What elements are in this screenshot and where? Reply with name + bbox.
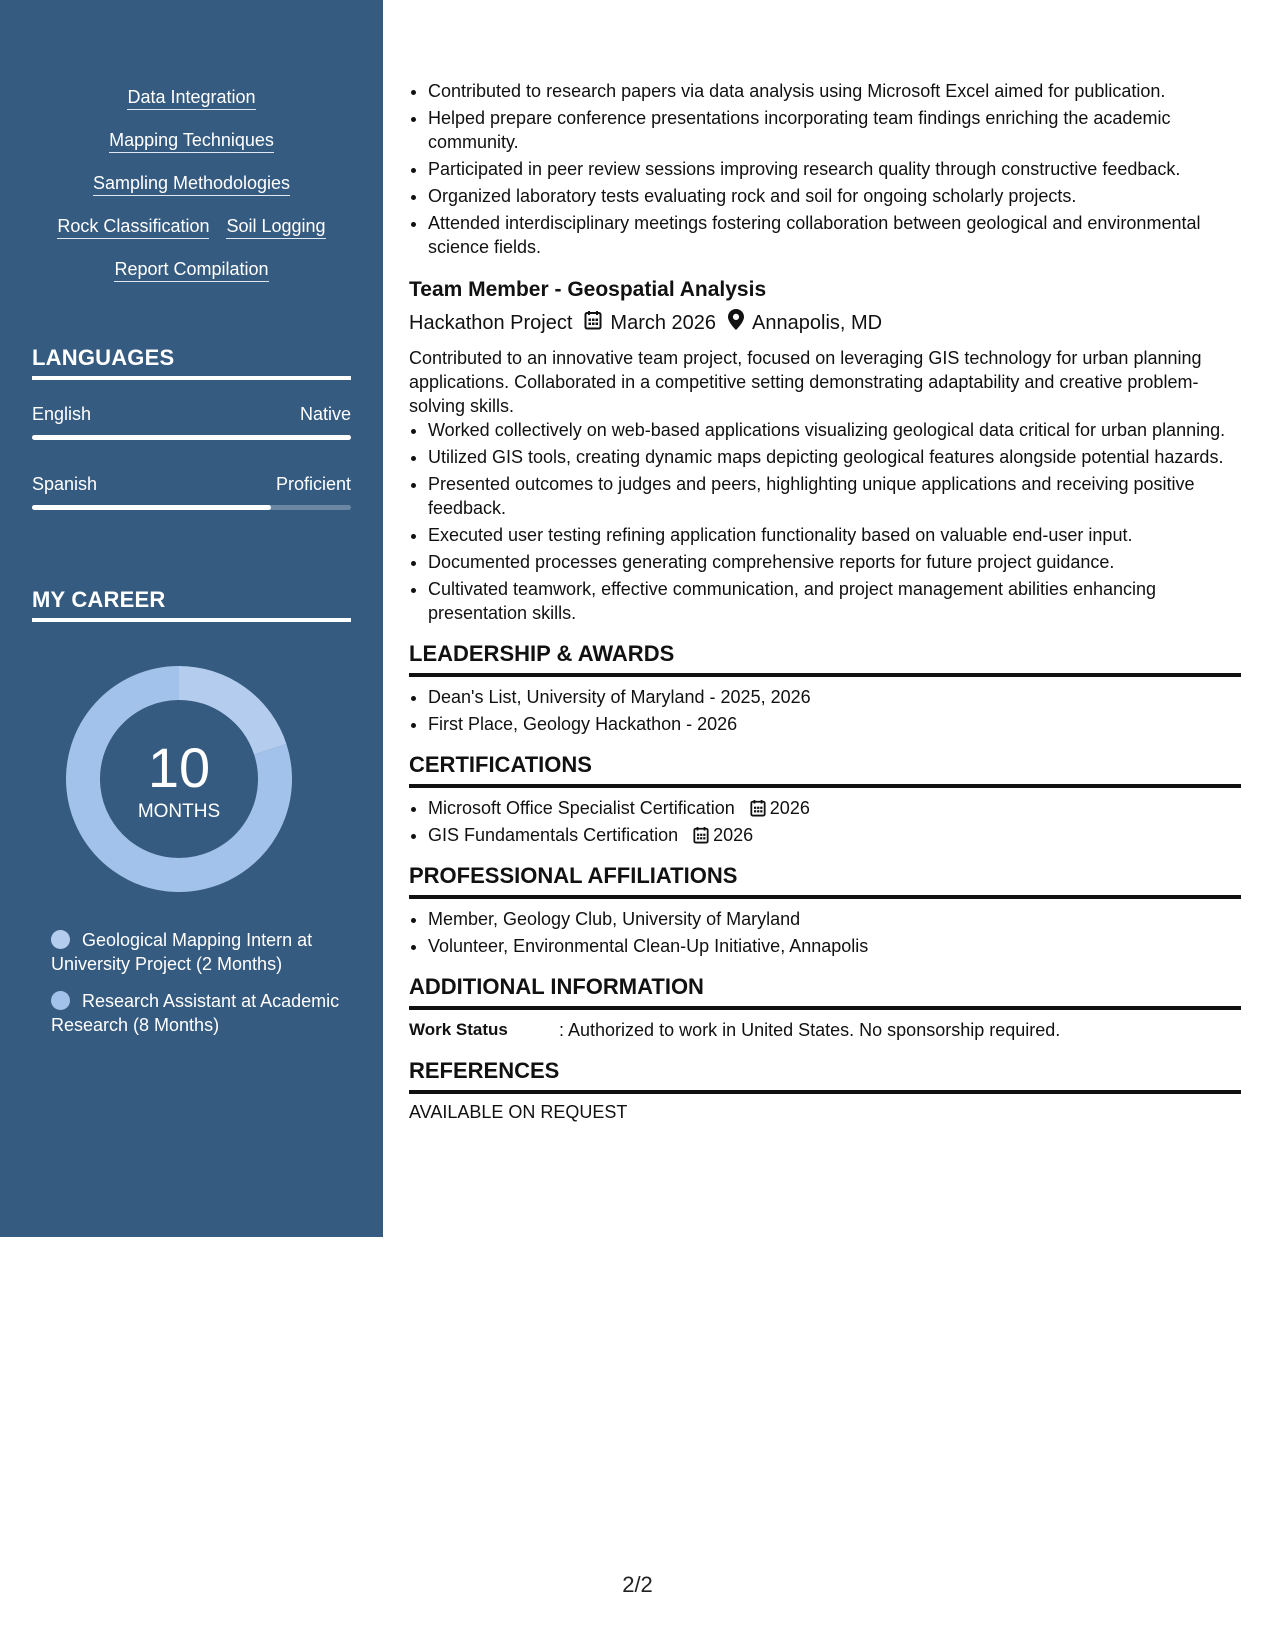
language-level: Proficient — [275, 474, 351, 494]
awards-list — [409, 685, 1241, 736]
job-title: Team Member - Geospatial Analysis — [409, 278, 767, 301]
list-item: • Volunteer, Environmental Clean-Up Initiative, Annapolis — [428, 934, 1241, 958]
career-total: 10 — [147, 736, 211, 799]
career-legend — [51, 928, 351, 1050]
certifications-heading: CERTIFICATIONS — [409, 752, 1241, 788]
skill-tag: Rock Classification — [57, 215, 209, 239]
list-item: • Utilized GIS tools, creating dynamic maps depicting geological features alongside potential hazards. — [428, 445, 1241, 469]
job-meta — [409, 309, 1241, 337]
calendar-icon — [693, 826, 709, 844]
job-org: Hackathon Project — [409, 312, 573, 334]
list-item: • Dean's List, University of Maryland - 2025, 2026 — [428, 685, 1241, 709]
skill-row — [0, 215, 383, 239]
list-item: • Presented outcomes to judges and peers, highlighting unique applications and receiving positive feedback. — [428, 472, 1241, 520]
awards-heading: LEADERSHIP & AWARDS — [409, 641, 1241, 677]
previous-job-bullets — [409, 79, 1241, 259]
career-unit: MONTHS — [137, 801, 221, 822]
additional-info-heading: ADDITIONAL INFORMATION — [409, 974, 1241, 1010]
affiliations-list — [409, 907, 1241, 958]
list-item: • Participated in peer review sessions improving research quality through constructive feedback. — [428, 157, 1241, 181]
language-name: English — [32, 404, 92, 424]
skill-tag: Sampling Methodologies — [93, 172, 290, 196]
work-status-value: : Authorized to work in United States. No sponsorship required. — [559, 1020, 1061, 1040]
cert-year — [693, 825, 753, 845]
career-legend-text: Research Assistant at Academic Research (8 Months) — [51, 991, 340, 1035]
skill-row — [0, 172, 383, 196]
sidebar — [0, 0, 383, 1237]
language-spanish — [32, 474, 351, 510]
list-item: • Cultivated teamwork, effective communication, and project management abilities enhancing presentation skills. — [428, 577, 1241, 625]
skill-row — [0, 129, 383, 153]
skill-tag: Data Integration — [127, 86, 255, 110]
cert-year-text: 2026 — [713, 825, 754, 845]
job-description: Contributed to an innovative team project, focused on leveraging GIS technology for urban planning applications. Collaborated in a competitive setting demonstrating adaptability and creative problem-solving skills. — [409, 348, 1202, 416]
location-pin-icon — [728, 309, 744, 337]
calendar-icon — [750, 799, 766, 817]
list-item — [428, 823, 1241, 847]
career-heading: MY CAREER — [32, 587, 351, 622]
language-name: Spanish — [32, 474, 98, 494]
skill-tag: Mapping Techniques — [109, 129, 274, 153]
certifications-list — [409, 796, 1241, 847]
language-english — [32, 404, 351, 440]
language-bar — [32, 435, 351, 440]
career-legend-text: Geological Mapping Intern at University Project (2 Months) — [51, 930, 313, 974]
work-status-row — [409, 1018, 1241, 1042]
career-legend-item — [51, 989, 351, 1037]
skill-row — [0, 258, 383, 282]
references-text: AVAILABLE ON REQUEST — [409, 1102, 628, 1122]
list-item: • Documented processes generating comprehensive reports for future project guidance. — [428, 550, 1241, 574]
job-location: Annapolis, MD — [752, 312, 883, 334]
career-donut — [66, 666, 292, 892]
skill-row — [0, 86, 383, 110]
list-item: • Contributed to research papers via data analysis using Microsoft Excel aimed for publication. — [428, 79, 1241, 103]
language-bar-fill — [32, 505, 271, 510]
cert-name: Microsoft Office Specialist Certification — [428, 798, 735, 818]
calendar-icon — [584, 310, 602, 337]
references-heading: REFERENCES — [409, 1058, 1241, 1094]
list-item: • Organized laboratory tests evaluating rock and soil for ongoing scholarly projects. — [428, 184, 1241, 208]
language-bar-fill — [32, 435, 351, 440]
legend-dot-icon — [51, 930, 70, 949]
skill-tag: Soil Logging — [226, 215, 325, 239]
main-content — [409, 79, 1241, 1123]
list-item: • Worked collectively on web-based applications visualizing geological data critical for urban planning. — [428, 418, 1241, 442]
skills-list — [0, 86, 383, 301]
list-item: • Attended interdisciplinary meetings fostering collaboration between geological and environmental science fields. — [428, 211, 1241, 259]
languages-heading: LANGUAGES — [32, 345, 351, 380]
list-item: • Helped prepare conference presentations incorporating team findings enriching the academic community. — [428, 106, 1241, 154]
skill-tag: Report Compilation — [114, 258, 268, 282]
cert-year-text: 2026 — [769, 798, 810, 818]
list-item: • Member, Geology Club, University of Maryland — [428, 907, 1241, 931]
career-legend-item — [51, 928, 351, 976]
language-bar — [32, 505, 351, 510]
affiliations-heading: PROFESSIONAL AFFILIATIONS — [409, 863, 1241, 899]
work-status-label: Work Status — [409, 1020, 508, 1039]
list-item: • Executed user testing refining application functionality based on valuable end-user input. — [428, 523, 1241, 547]
legend-dot-icon — [51, 991, 70, 1010]
page-number: 2/2 — [622, 1572, 653, 1597]
cert-year — [750, 798, 810, 818]
list-item: • First Place, Geology Hackathon - 2026 — [428, 712, 1241, 736]
language-level: Native — [299, 404, 351, 424]
cert-name: GIS Fundamentals Certification — [428, 825, 679, 845]
job-date: March 2026 — [610, 312, 717, 334]
list-item — [428, 796, 1241, 820]
job-bullets — [409, 418, 1241, 625]
